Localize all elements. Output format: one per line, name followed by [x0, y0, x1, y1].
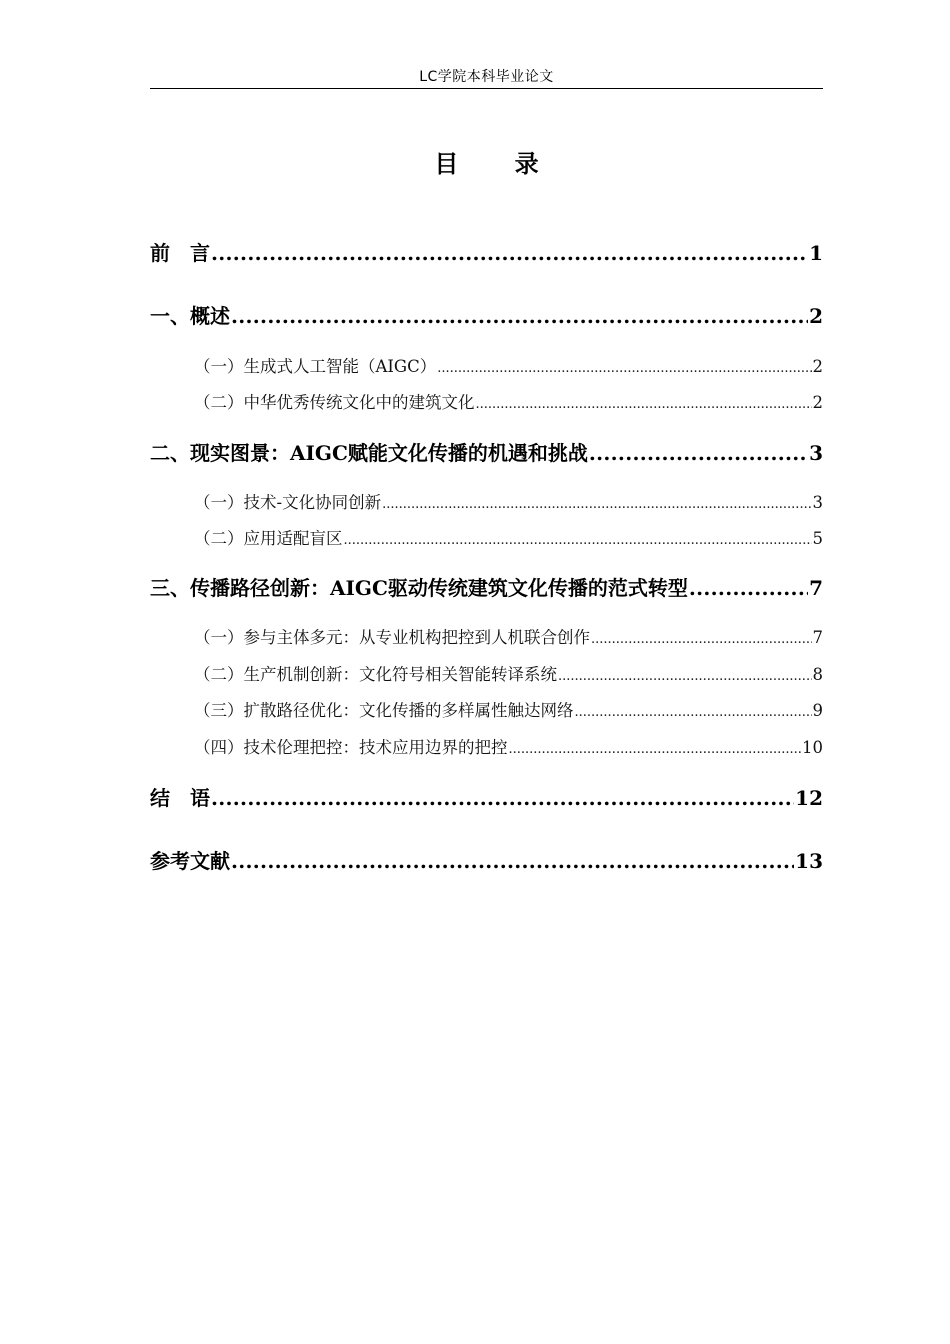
toc-page-number: 13 — [795, 849, 823, 873]
toc-leader-dots — [689, 575, 808, 601]
toc-leader-dots — [575, 702, 812, 724]
toc-entry-label: （四）技术伦理把控：技术应用边界的把控 — [194, 738, 508, 757]
toc-leader-dots — [231, 848, 794, 874]
toc-leader-dots — [558, 666, 812, 688]
toc-entry-label: 前 言 — [150, 241, 210, 265]
toc-page-number: 2 — [809, 304, 823, 328]
toc-entry-section-2-2[interactable] — [194, 528, 823, 552]
toc-leader-dots — [591, 629, 812, 651]
toc-entry-chapter-1[interactable] — [150, 303, 823, 329]
toc-entry-references[interactable] — [150, 848, 823, 874]
toc-title: 目 录 — [434, 150, 563, 178]
toc-page-number: 5 — [812, 529, 823, 548]
toc-entry-section-3-4[interactable] — [194, 737, 823, 761]
toc-leader-dots — [211, 240, 808, 266]
toc-entry-chapter-3[interactable] — [150, 575, 823, 601]
toc-entry-label: 二、现实图景：AIGC赋能文化传播的机遇和挑战 — [150, 441, 588, 465]
toc-entry-label: （一）参与主体多元：从专业机构把控到人机联合创作 — [194, 628, 590, 647]
header-rule — [150, 88, 823, 89]
toc-entry-label: （三）扩散路径优化：文化传播的多样属性触达网络 — [194, 701, 574, 720]
toc-entry-label: 结 语 — [150, 786, 210, 810]
toc-page-number: 12 — [795, 786, 823, 810]
toc-page-number: 3 — [809, 441, 823, 465]
toc-leader-dots — [231, 303, 808, 329]
toc-entry-chapter-2[interactable] — [150, 440, 823, 466]
toc-entry-label: 一、概述 — [150, 304, 230, 328]
toc-page-number: 2 — [812, 357, 823, 376]
toc-entry-label: （二）生产机制创新：文化符号相关智能转译系统 — [194, 665, 557, 684]
toc-entry-label: 参考文献 — [150, 849, 230, 873]
toc-leader-dots — [211, 785, 794, 811]
toc-leader-dots — [589, 440, 808, 466]
toc-entry-label: （二）中华优秀传统文化中的建筑文化 — [194, 393, 475, 412]
toc-entry-label: （一）技术-文化协同创新 — [194, 493, 382, 512]
toc-page-number: 7 — [812, 628, 823, 647]
toc-entry-preface[interactable] — [150, 240, 823, 266]
toc-page-number: 7 — [809, 576, 823, 600]
toc-leader-dots — [344, 530, 812, 552]
toc-entry-label: 三、传播路径创新：AIGC驱动传统建筑文化传播的范式转型 — [150, 576, 688, 600]
toc-entry-label: （二）应用适配盲区 — [194, 529, 343, 548]
toc-page-number: 9 — [812, 701, 823, 720]
toc-entry-section-3-1[interactable] — [194, 627, 823, 651]
toc-page-number: 8 — [812, 665, 823, 684]
toc-page-number: 10 — [802, 738, 823, 757]
toc-leader-dots — [382, 494, 811, 516]
toc-leader-dots — [476, 394, 812, 416]
toc-leader-dots — [437, 358, 811, 380]
toc-page-number: 3 — [812, 493, 823, 512]
toc-entry-section-1-1[interactable] — [194, 356, 823, 380]
toc-entry-section-3-2[interactable] — [194, 664, 823, 688]
toc-entry-conclusion[interactable] — [150, 785, 823, 811]
toc-page-number: 1 — [809, 241, 823, 265]
toc-entry-section-1-2[interactable] — [194, 392, 823, 416]
toc-entry-label: （一）生成式人工智能（AIGC） — [194, 357, 437, 376]
toc-page-number: 2 — [812, 393, 823, 412]
toc-entry-section-2-1[interactable] — [194, 492, 823, 516]
running-header: LC学院本科毕业论文 — [419, 69, 554, 85]
toc-entry-section-3-3[interactable] — [194, 700, 823, 724]
toc-leader-dots — [509, 739, 802, 761]
